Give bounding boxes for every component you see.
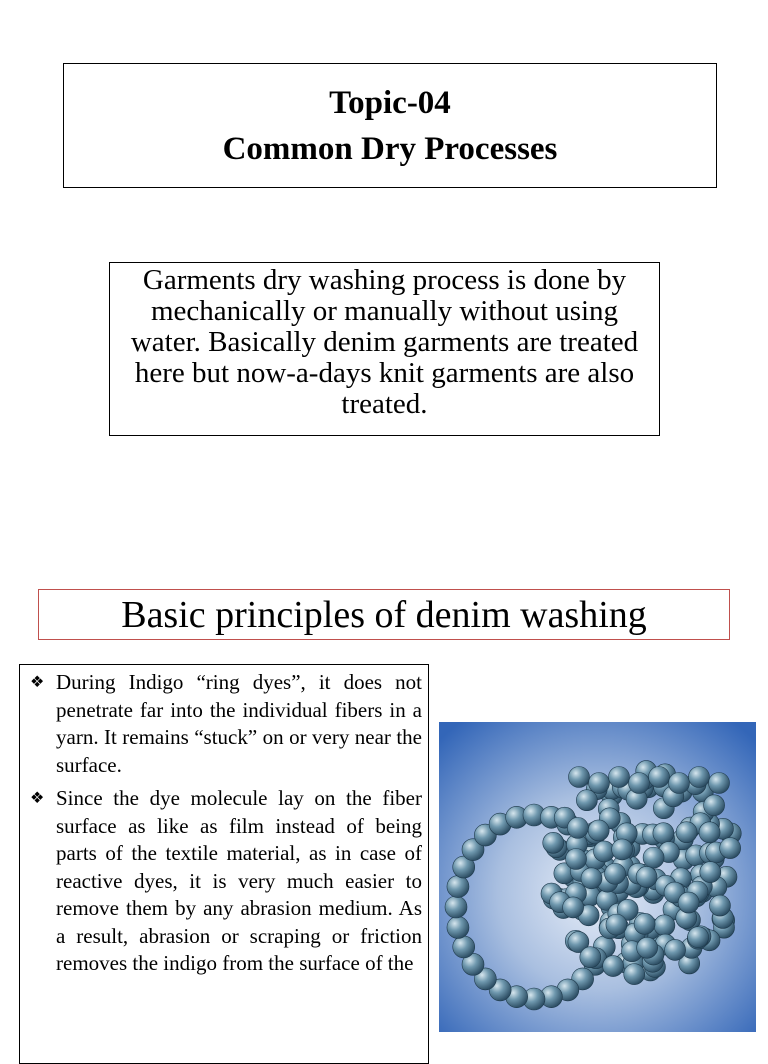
- topic-number: Topic-04: [329, 84, 451, 121]
- molecule-sphere: [605, 863, 626, 884]
- molecule-sphere: [688, 927, 709, 948]
- molecule-sphere: [576, 790, 597, 811]
- section-heading-box: [38, 589, 730, 640]
- molecule-sphere: [543, 832, 564, 853]
- molecule-sphere: [589, 773, 610, 794]
- molecule-sphere: [606, 914, 627, 935]
- molecule-sphere: [603, 956, 624, 977]
- fiber-cross-section-image: [439, 722, 756, 1032]
- molecule-sphere: [700, 862, 721, 883]
- molecule-sphere: [453, 936, 475, 958]
- molecule-sphere: [569, 767, 590, 788]
- molecule-sphere: [580, 947, 601, 968]
- molecule-sphere: [665, 939, 686, 960]
- molecule-sphere: [654, 915, 675, 936]
- molecule-sphere: [636, 866, 657, 887]
- molecule-sphere: [445, 896, 467, 918]
- intro-text: Garments dry washing process is done by mechanically or manually without using water. Basically denim garments are treated here but now-a-days knit garments are also treated.: [130, 264, 639, 420]
- molecule-sphere: [563, 897, 584, 918]
- molecule-sphere: [709, 773, 730, 794]
- bullet-item: [30, 785, 422, 978]
- molecule-sphere: [629, 773, 650, 794]
- molecule-sphere: [634, 913, 655, 934]
- diamond-bullet-icon: ❖: [30, 674, 45, 691]
- molecule-sphere: [588, 820, 609, 841]
- molecule-sphere: [609, 767, 630, 788]
- title-box: [63, 63, 717, 188]
- section-heading: Basic principles of denim washing: [121, 593, 647, 636]
- molecule-sphere: [447, 876, 469, 898]
- molecule-sphere: [676, 822, 697, 843]
- bullet-list: [19, 664, 429, 1064]
- diamond-bullet-icon: ❖: [30, 790, 45, 807]
- molecule-sphere: [612, 839, 633, 860]
- molecule-sphere: [567, 817, 588, 838]
- molecule-sphere: [649, 767, 670, 788]
- molecule-sphere: [653, 823, 674, 844]
- bullet-text: During Indigo “ring dyes”, it does not penetrate far into the individual fibers in a yarn. It remains “stuck” on or very near the surface.: [56, 670, 422, 777]
- molecule-sphere: [720, 838, 741, 859]
- molecule-sphere: [566, 848, 587, 869]
- molecule-sphere: [709, 895, 730, 916]
- molecule-sphere: [678, 892, 699, 913]
- molecule-sphere: [594, 841, 615, 862]
- bullet-item: [30, 669, 422, 779]
- molecule-sphere: [581, 868, 602, 889]
- molecule-sphere: [669, 773, 690, 794]
- intro-box: [109, 262, 660, 436]
- molecule-sphere: [643, 847, 664, 868]
- molecule-sphere: [704, 795, 725, 816]
- molecule-sphere: [699, 822, 720, 843]
- molecule-sphere: [447, 916, 469, 938]
- molecule-sphere: [689, 767, 710, 788]
- topic-title: Common Dry Processes: [222, 130, 558, 167]
- bullet-text: Since the dye molecule lay on the fiber surface as like as film instead of being parts of the textile material, as in case of reactive dyes, it is very much easier to remove them by any abrasion medium. As a result, abrasion or scraping or friction removes the indigo from the surface of the: [56, 786, 422, 975]
- molecule-sphere: [624, 964, 645, 985]
- molecule-sphere: [637, 937, 658, 958]
